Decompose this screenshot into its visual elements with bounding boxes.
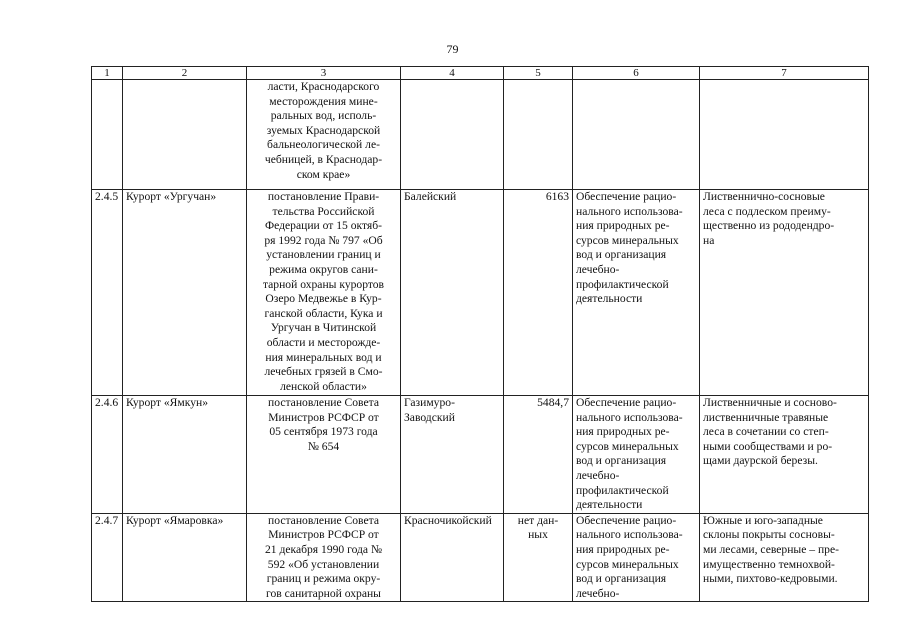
district-cell-line: Газимуро- [404,396,455,409]
legal-document-cell-line: № 654 [307,439,340,453]
vegetation-cell [700,80,869,190]
legal-document-cell-line: ленской области» [280,379,367,393]
legal-document-cell-line: 05 сентября 1973 года [269,425,378,439]
column-number-row [92,67,869,80]
district-cell [401,190,504,396]
legal-document-cell-line: ральных вод, исполь- [270,109,377,123]
district-cell-line: Красночикойский [404,513,492,527]
purpose-cell-line: нального использова- [576,410,683,424]
vegetation-cell-line: ными, пихтово-кедровыми. [703,572,838,586]
purpose-cell [573,396,700,514]
purpose-cell-line: лечебно- [576,586,620,600]
area-cell: 6163 [504,190,573,396]
district-cell [401,513,504,602]
purpose-cell-line: ния природных ре- [576,425,670,439]
legal-document-cell-line: Озеро Медвежье в Кур- [265,292,382,306]
legal-document-cell-line: бальнеологической ле- [267,138,380,152]
purpose-cell-line: сурсов минеральных [576,233,679,247]
legal-document-cell-line: ря 1992 года № 797 «Об [264,233,383,247]
item-number-cell: 2.4.6 [92,396,123,514]
purpose-cell-line: профилактической [576,277,669,291]
purpose-cell-line: лечебно- [576,262,620,276]
column-header: 3 [247,67,401,80]
purpose-cell-line: ния природных ре- [576,542,670,556]
legal-document-cell-line: гов санитарной охраны [266,586,381,600]
vegetation-cell-line: щами даурской березы. [703,454,818,468]
resort-name-cell: Курорт «Ямаровка» [123,513,247,602]
area-cell-line: ных [528,528,548,542]
purpose-cell-line: сурсов минеральных [576,439,679,453]
vegetation-cell-line: щественно из рододендро- [703,219,835,233]
legal-document-cell-line: ласти, Краснодарского [267,80,380,93]
purpose-cell-line: профилактической [576,483,669,497]
legal-document-cell [247,513,401,602]
purpose-cell [573,513,700,602]
column-header: 6 [573,67,700,80]
vegetation-cell-line: лиственничные травяные [703,410,829,424]
vegetation-cell-line: на [703,233,715,247]
legal-document-cell-line: ганской области, Кука и [264,306,383,320]
legal-document-cell-line: ния минеральных вод и [265,350,382,364]
legal-document-cell-line: Ургучан в Читинской [270,321,377,335]
district-cell-line: Балейский [404,190,457,203]
vegetation-cell-line: склоны покрыты сосновы- [703,528,835,542]
purpose-cell-line: деятельности [576,292,643,306]
column-header: 2 [123,67,247,80]
legal-document-cell-line: Федерации от 15 октяб- [264,219,383,233]
purpose-cell-line: ния природных ре- [576,219,670,233]
vegetation-cell-line: Южные и юго-западные [703,513,823,527]
legal-document-cell [247,396,401,514]
area-cell [504,513,573,602]
legal-document-cell-line: области и месторожде- [266,335,381,349]
vegetation-cell-line: Лиственнично-сосновые [703,190,825,203]
legal-document-cell [247,190,401,396]
vegetation-cell-line: леса с подлеском преиму- [703,204,831,218]
legal-document-cell-line: лечебных грязей в Смо- [264,365,383,379]
resort-table [91,66,869,602]
legal-document-cell-line: Министров РСФСР от [268,410,379,424]
legal-document-cell-line: 592 «Об установлении [267,557,380,571]
vegetation-cell-line: Лиственничные и сосново- [703,396,837,409]
vegetation-cell [700,396,869,514]
legal-document-cell-line: установлении границ и [266,248,381,262]
purpose-cell [573,190,700,396]
vegetation-cell [700,513,869,602]
vegetation-cell-line: ми лесами, северные – пре- [703,542,839,556]
vegetation-cell-line: ными сообществами и ро- [703,439,833,453]
legal-document-cell-line: тарной охраны курортов [262,277,385,291]
legal-document-cell-line: режима округов сани- [269,262,378,276]
area-cell-line: нет дан- [517,513,559,527]
item-number-cell: 2.4.7 [92,513,123,602]
legal-document-cell-line: тельства Российской [272,204,375,218]
purpose-cell-line: нального использова- [576,528,683,542]
legal-document-cell-line: постановление Прави- [267,190,380,203]
purpose-cell-line: вод и организация [576,248,667,262]
purpose-cell-line: деятельности [576,498,643,512]
legal-document-cell-line: месторождения мине- [269,94,378,108]
vegetation-cell-line: леса в сочетании со степ- [703,425,829,439]
legal-document-cell-line: границ и режима окру- [266,572,381,586]
resort-name-cell: Курорт «Ямкун» [123,396,247,514]
legal-document-cell-line: постановление Совета [268,513,379,527]
legal-document-cell-line: зуемых Краснодарской [266,123,381,137]
page-number: 79 [446,42,459,56]
legal-document-cell-line: ском крае» [296,167,351,181]
district-cell [401,80,504,190]
column-header: 4 [401,67,504,80]
legal-document-cell-line: чебницей, в Краснодар- [264,152,383,166]
legal-document-cell-line: 21 декабря 1990 года № [264,542,383,556]
purpose-cell-line: нального использова- [576,204,683,218]
purpose-cell-line: вод и организация [576,454,667,468]
purpose-cell-line: лечебно- [576,468,620,482]
area-cell [504,80,573,190]
legal-document-cell-line: постановление Совета [268,396,379,409]
column-header: 5 [504,67,573,80]
legal-document-cell-line: Министров РСФСР от [268,528,379,542]
purpose-cell-line: Обеспечение рацио- [576,396,677,409]
resort-name-cell: Курорт «Ургучан» [123,190,247,396]
column-header: 7 [700,67,869,80]
area-cell: 5484,7 [504,396,573,514]
table-row [92,396,869,514]
purpose-cell [573,80,700,190]
item-number-cell: 2.4.5 [92,190,123,396]
table-row [92,80,869,190]
district-cell [401,396,504,514]
purpose-cell-line: Обеспечение рацио- [576,513,677,527]
vegetation-cell-line: имущественно темнохвой- [703,557,835,571]
resort-name-cell [123,80,247,190]
legal-document-cell [247,80,401,190]
table-row [92,513,869,602]
purpose-cell-line: вод и организация [576,572,667,586]
district-cell-line: Заводский [404,410,455,424]
vegetation-cell [700,190,869,396]
column-header: 1 [92,67,123,80]
purpose-cell-line: сурсов минеральных [576,557,679,571]
purpose-cell-line: Обеспечение рацио- [576,190,677,203]
item-number-cell [92,80,123,190]
table-row [92,190,869,396]
